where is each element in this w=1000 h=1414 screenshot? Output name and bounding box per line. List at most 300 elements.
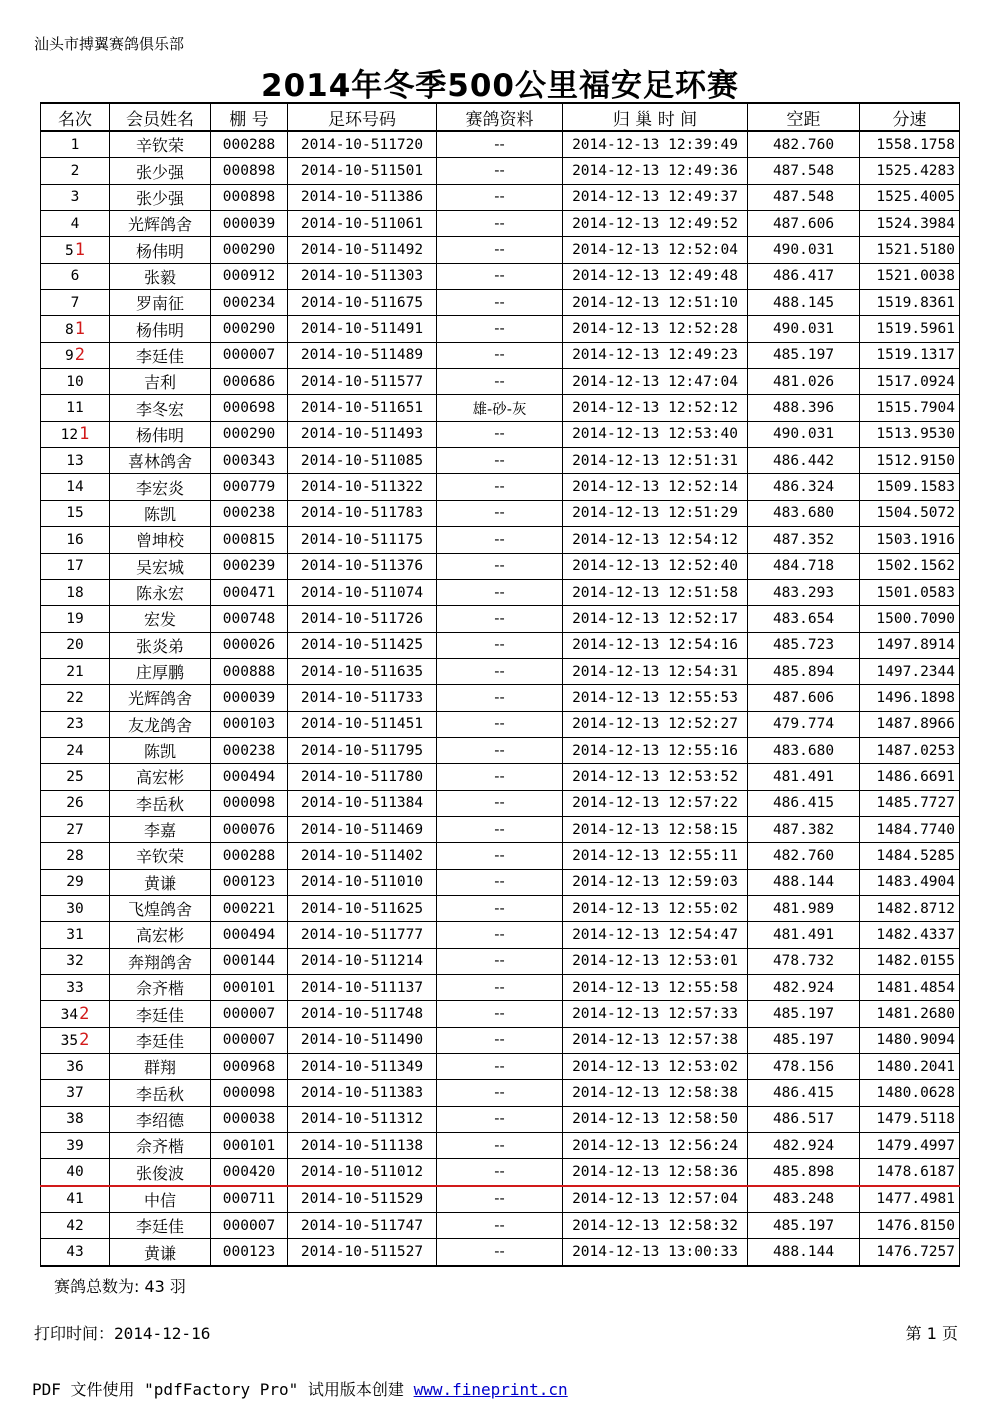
rank-value: 12 [60,427,79,444]
speed-cell: 1504.5072 [860,500,960,526]
time-cell: 2014-12-13 12:49:23 [563,342,748,368]
rank-cell [41,1027,110,1053]
member-name-cell: 李宏炎 [110,474,211,500]
rank-value: 11 [66,400,84,417]
loft-cell: 000471 [211,579,288,605]
rank-cell [41,184,110,210]
member-name-cell: 吴宏城 [110,553,211,579]
ring-cell: 2014-10-511376 [288,553,437,579]
distance-cell: 479.774 [748,711,860,737]
distance-cell: 481.491 [748,764,860,790]
info-cell: -- [437,1213,563,1239]
info-cell: -- [437,553,563,579]
member-name-cell: 黄谦 [110,869,211,895]
rank-value: 27 [66,821,84,838]
speed-cell: 1519.5961 [860,316,960,342]
speed-cell: 1483.4904 [860,869,960,895]
loft-cell: 000007 [211,342,288,368]
rank-cell [41,500,110,526]
loft-cell: 000494 [211,922,288,948]
speed-cell: 1480.2041 [860,1054,960,1080]
speed-cell: 1513.9530 [860,421,960,447]
member-name-cell: 曾坤校 [110,527,211,553]
rank-cell [41,448,110,474]
speed-cell: 1479.4997 [860,1133,960,1159]
rank-value: 43 [66,1244,84,1261]
rank-cell [41,843,110,869]
fineprint-link[interactable]: www.fineprint.cn [413,1380,568,1399]
speed-cell: 1525.4005 [860,184,960,210]
rank-value: 7 [70,294,80,311]
table-row [41,500,960,526]
ring-cell: 2014-10-511625 [288,895,437,921]
loft-cell: 000239 [211,553,288,579]
page-number: 第 1 页 [905,1324,958,1343]
rank-cell [41,211,110,237]
info-cell: -- [437,895,563,921]
ring-cell: 2014-10-511783 [288,500,437,526]
time-cell: 2014-12-13 12:58:36 [563,1159,748,1186]
rank-value: 18 [66,584,84,601]
ring-cell: 2014-10-511425 [288,632,437,658]
rank-cell [41,290,110,316]
rank-cell [41,1106,110,1132]
loft-cell: 000234 [211,290,288,316]
rank-cell [41,1080,110,1106]
member-name-cell: 李嘉 [110,816,211,842]
rank-cell [41,1239,110,1266]
rank-cell [41,474,110,500]
member-name-cell: 李廷佳 [110,1001,211,1027]
member-name-cell: 宏发 [110,606,211,632]
table-row [41,764,960,790]
table-row [41,1239,960,1266]
info-cell: -- [437,158,563,184]
rank-cell [41,1054,110,1080]
time-cell: 2014-12-13 12:58:38 [563,1080,748,1106]
ring-cell: 2014-10-511726 [288,606,437,632]
distance-cell: 488.396 [748,395,860,421]
member-name-cell: 李冬宏 [110,395,211,421]
loft-cell: 000912 [211,263,288,289]
table-row [41,948,960,974]
speed-cell: 1519.1317 [860,342,960,368]
time-cell: 2014-12-13 12:54:16 [563,632,748,658]
member-name-cell: 中信 [110,1186,211,1213]
loft-cell: 000290 [211,421,288,447]
rank-value: 4 [70,215,80,232]
header-loft-number: 棚 号 [211,103,288,131]
member-name-cell: 光辉鸽舍 [110,685,211,711]
rank-cell [41,895,110,921]
info-cell: -- [437,685,563,711]
ring-cell: 2014-10-511137 [288,975,437,1001]
distance-cell: 487.382 [748,816,860,842]
rank-value: 33 [66,979,84,996]
loft-cell: 000686 [211,369,288,395]
member-name-cell: 张炎弟 [110,632,211,658]
member-name-cell: 李廷佳 [110,1027,211,1053]
loft-cell: 000288 [211,131,288,158]
member-name-cell: 张俊波 [110,1159,211,1186]
ring-cell: 2014-10-511777 [288,922,437,948]
duplicate-mark: 2 [79,1004,90,1025]
header-rank: 名次 [41,103,110,131]
rank-value: 25 [66,768,84,785]
speed-cell: 1512.9150 [860,448,960,474]
member-name-cell: 陈永宏 [110,579,211,605]
table-row [41,1133,960,1159]
info-cell: -- [437,658,563,684]
distance-cell: 487.352 [748,527,860,553]
member-name-cell: 杨伟明 [110,421,211,447]
speed-cell: 1481.4854 [860,975,960,1001]
time-cell: 2014-12-13 12:53:40 [563,421,748,447]
distance-cell: 485.197 [748,342,860,368]
info-cell: -- [437,316,563,342]
rank-cell [41,158,110,184]
table-row [41,737,960,763]
rank-cell [41,869,110,895]
distance-cell: 482.760 [748,131,860,158]
speed-cell: 1497.2344 [860,658,960,684]
ring-cell: 2014-10-511010 [288,869,437,895]
rank-value: 28 [66,847,84,864]
ring-cell: 2014-10-511469 [288,816,437,842]
info-cell: -- [437,816,563,842]
time-cell: 2014-12-13 12:54:47 [563,922,748,948]
rank-value: 20 [66,637,84,654]
table-row [41,342,960,368]
speed-cell: 1480.9094 [860,1027,960,1053]
rank-cell [41,737,110,763]
rank-value: 42 [66,1217,84,1234]
info-cell: -- [437,948,563,974]
time-cell: 2014-12-13 12:55:11 [563,843,748,869]
rank-cell [41,658,110,684]
club-name: 汕头市搏翼赛鸽俱乐部 [34,35,185,53]
speed-cell: 1502.1562 [860,553,960,579]
table-row [41,816,960,842]
loft-cell: 000076 [211,816,288,842]
speed-cell: 1521.5180 [860,237,960,263]
time-cell: 2014-12-13 12:53:01 [563,948,748,974]
loft-cell: 000888 [211,658,288,684]
rank-cell [41,764,110,790]
member-name-cell: 张毅 [110,263,211,289]
table-row [41,474,960,500]
distance-cell: 482.924 [748,1133,860,1159]
table-row [41,790,960,816]
rank-value: 21 [66,663,84,680]
ring-cell: 2014-10-511491 [288,316,437,342]
table-row [41,658,960,684]
rank-cell [41,975,110,1001]
rank-cell [41,131,110,158]
table-row [41,211,960,237]
rank-value: 41 [66,1191,84,1208]
info-cell: -- [437,474,563,500]
duplicate-mark: 1 [79,424,90,445]
ring-cell: 2014-10-511795 [288,737,437,763]
info-cell: -- [437,1027,563,1053]
info-cell: -- [437,1159,563,1186]
distance-cell: 483.680 [748,500,860,526]
rank-value: 2 [70,163,80,180]
rank-cell [41,1133,110,1159]
speed-cell: 1524.3984 [860,211,960,237]
ring-cell: 2014-10-511780 [288,764,437,790]
ring-cell: 2014-10-511635 [288,658,437,684]
speed-cell: 1487.0253 [860,737,960,763]
distance-cell: 487.606 [748,685,860,711]
distance-cell: 486.417 [748,263,860,289]
loft-cell: 000815 [211,527,288,553]
distance-cell: 483.654 [748,606,860,632]
distance-cell: 488.144 [748,1239,860,1266]
info-cell: -- [437,263,563,289]
table-row [41,316,960,342]
loft-cell: 000698 [211,395,288,421]
pdf-note [32,1377,568,1400]
distance-cell: 483.293 [748,579,860,605]
ring-cell: 2014-10-511303 [288,263,437,289]
total-pigeons: 赛鸽总数为: 43 羽 [54,1277,186,1296]
member-name-cell: 李廷佳 [110,342,211,368]
loft-cell: 000026 [211,632,288,658]
duplicate-mark: 2 [79,1030,90,1051]
rank-value: 15 [66,505,84,522]
speed-cell: 1496.1898 [860,685,960,711]
time-cell: 2014-12-13 12:51:31 [563,448,748,474]
time-cell: 2014-12-13 12:52:14 [563,474,748,500]
time-cell: 2014-12-13 12:59:03 [563,869,748,895]
distance-cell: 482.924 [748,975,860,1001]
distance-cell: 478.156 [748,1054,860,1080]
distance-cell: 486.517 [748,1106,860,1132]
info-cell: -- [437,764,563,790]
speed-cell: 1525.4283 [860,158,960,184]
ring-cell: 2014-10-511085 [288,448,437,474]
duplicate-mark: 1 [74,319,85,340]
time-cell: 2014-12-13 12:55:53 [563,685,748,711]
table-row [41,895,960,921]
ring-cell: 2014-10-511492 [288,237,437,263]
ring-cell: 2014-10-511675 [288,290,437,316]
table-row [41,237,960,263]
time-cell: 2014-12-13 12:52:17 [563,606,748,632]
rank-value: 32 [66,953,84,970]
loft-cell: 000898 [211,184,288,210]
distance-cell: 481.026 [748,369,860,395]
loft-cell: 000343 [211,448,288,474]
ring-cell: 2014-10-511383 [288,1080,437,1106]
loft-cell: 000123 [211,1239,288,1266]
table-row [41,711,960,737]
table-row [41,448,960,474]
member-name-cell: 佘齐楷 [110,1133,211,1159]
distance-cell: 478.732 [748,948,860,974]
speed-cell: 1476.7257 [860,1239,960,1266]
loft-cell: 000098 [211,790,288,816]
speed-cell: 1501.0583 [860,579,960,605]
info-cell: -- [437,211,563,237]
rank-value: 31 [66,926,84,943]
member-name-cell: 辛钦荣 [110,843,211,869]
info-cell: 雄-砂-灰 [437,395,563,421]
ring-cell: 2014-10-511490 [288,1027,437,1053]
rank-value: 22 [66,689,84,706]
distance-cell: 486.442 [748,448,860,474]
info-cell: -- [437,1133,563,1159]
time-cell: 2014-12-13 12:49:36 [563,158,748,184]
rank-cell [41,606,110,632]
time-cell: 2014-12-13 12:57:22 [563,790,748,816]
info-cell: -- [437,579,563,605]
table-row [41,843,960,869]
rank-value: 37 [66,1085,84,1102]
loft-cell: 000039 [211,211,288,237]
info-cell: -- [437,448,563,474]
pdf-note-text: PDF 文件使用 "pdfFactory Pro" 试用版本创建 [32,1380,414,1399]
time-cell: 2014-12-13 12:57:33 [563,1001,748,1027]
time-cell: 2014-12-13 12:53:02 [563,1054,748,1080]
rank-value: 39 [66,1137,84,1154]
loft-cell: 000007 [211,1027,288,1053]
time-cell: 2014-12-13 12:52:12 [563,395,748,421]
rank-value: 40 [66,1164,84,1181]
ring-cell: 2014-10-511529 [288,1186,437,1213]
time-cell: 2014-12-13 12:49:48 [563,263,748,289]
speed-cell: 1480.0628 [860,1080,960,1106]
rank-cell [41,553,110,579]
info-cell: -- [437,527,563,553]
ring-cell: 2014-10-511061 [288,211,437,237]
distance-cell: 485.898 [748,1159,860,1186]
loft-cell: 000007 [211,1213,288,1239]
speed-cell: 1482.8712 [860,895,960,921]
table-row [41,263,960,289]
time-cell: 2014-12-13 12:52:40 [563,553,748,579]
time-cell: 2014-12-13 12:57:04 [563,1186,748,1213]
time-cell: 2014-12-13 12:52:27 [563,711,748,737]
ring-cell: 2014-10-511384 [288,790,437,816]
info-cell: -- [437,1001,563,1027]
header-speed: 分速 [860,103,960,131]
time-cell: 2014-12-13 13:00:33 [563,1239,748,1266]
rank-value: 5 [65,243,74,260]
distance-cell: 483.248 [748,1186,860,1213]
distance-cell: 482.760 [748,843,860,869]
table-row [41,922,960,948]
loft-cell: 000238 [211,737,288,763]
info-cell: -- [437,869,563,895]
distance-cell: 487.606 [748,211,860,237]
ring-cell: 2014-10-511402 [288,843,437,869]
rank-value: 38 [66,1111,84,1128]
time-cell: 2014-12-13 12:51:10 [563,290,748,316]
table-row [41,869,960,895]
ring-cell: 2014-10-511138 [288,1133,437,1159]
member-name-cell: 奔翔鸽舍 [110,948,211,974]
member-name-cell: 佘齐楷 [110,975,211,1001]
table-row [41,1186,960,1213]
table-row [41,1054,960,1080]
ring-cell: 2014-10-511747 [288,1213,437,1239]
rank-value: 24 [66,742,84,759]
member-name-cell: 张少强 [110,158,211,184]
info-cell: -- [437,1239,563,1266]
time-cell: 2014-12-13 12:58:32 [563,1213,748,1239]
member-name-cell: 杨伟明 [110,237,211,263]
speed-cell: 1503.1916 [860,527,960,553]
rank-cell [41,816,110,842]
time-cell: 2014-12-13 12:55:58 [563,975,748,1001]
ring-cell: 2014-10-511386 [288,184,437,210]
rank-value: 30 [66,900,84,917]
info-cell: -- [437,290,563,316]
loft-cell: 000039 [211,685,288,711]
member-name-cell: 喜林鸽舍 [110,448,211,474]
rank-cell [41,316,110,342]
info-cell: -- [437,975,563,1001]
member-name-cell: 光辉鸽舍 [110,211,211,237]
distance-cell: 490.031 [748,421,860,447]
info-cell: -- [437,369,563,395]
ring-cell: 2014-10-511175 [288,527,437,553]
table-row [41,1080,960,1106]
time-cell: 2014-12-13 12:55:16 [563,737,748,763]
header-ring-number: 足环号码 [288,103,437,131]
info-cell: -- [437,500,563,526]
table-row [41,975,960,1001]
ring-cell: 2014-10-511651 [288,395,437,421]
rank-value: 36 [66,1058,84,1075]
ring-cell: 2014-10-511451 [288,711,437,737]
loft-cell: 000494 [211,764,288,790]
speed-cell: 1481.2680 [860,1001,960,1027]
info-cell: -- [437,1080,563,1106]
time-cell: 2014-12-13 12:51:29 [563,500,748,526]
table-row [41,553,960,579]
distance-cell: 490.031 [748,237,860,263]
duplicate-mark: 2 [74,345,85,366]
info-cell: -- [437,632,563,658]
rank-cell [41,237,110,263]
member-name-cell: 辛钦荣 [110,131,211,158]
distance-cell: 486.324 [748,474,860,500]
speed-cell: 1486.6691 [860,764,960,790]
header-distance: 空距 [748,103,860,131]
time-cell: 2014-12-13 12:54:12 [563,527,748,553]
distance-cell: 488.144 [748,869,860,895]
table-row [41,632,960,658]
speed-cell: 1558.1758 [860,131,960,158]
rank-value: 14 [66,479,84,496]
info-cell: -- [437,1106,563,1132]
rank-cell [41,711,110,737]
loft-cell: 000290 [211,316,288,342]
speed-cell: 1477.4981 [860,1186,960,1213]
loft-cell: 000420 [211,1159,288,1186]
rank-cell [41,369,110,395]
rank-value: 16 [66,531,84,548]
speed-cell: 1484.7740 [860,816,960,842]
rank-cell [41,948,110,974]
rank-value: 13 [66,452,84,469]
member-name-cell: 陈凯 [110,500,211,526]
table-row [41,606,960,632]
